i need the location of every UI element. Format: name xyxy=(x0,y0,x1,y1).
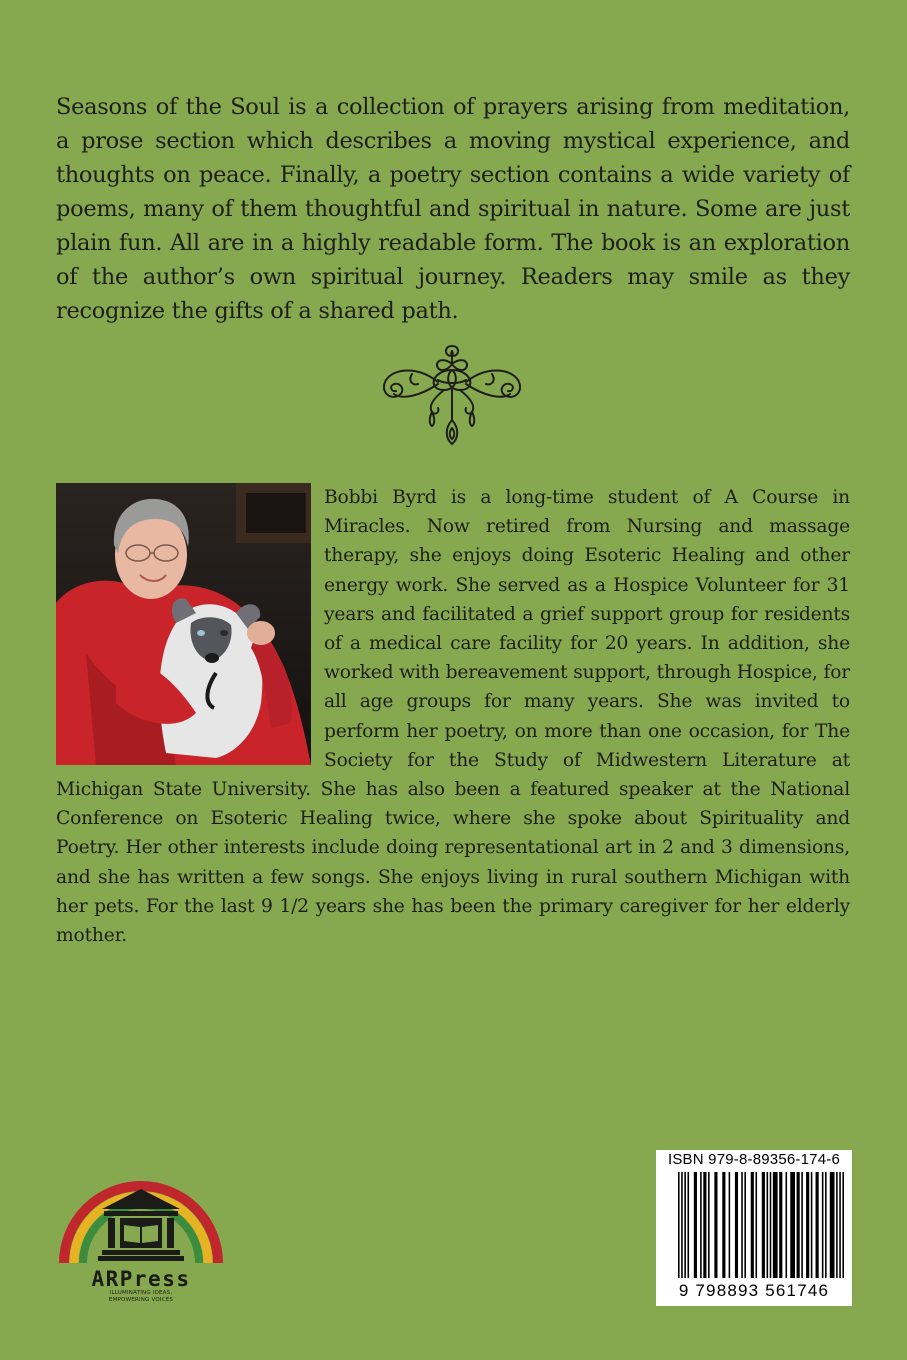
barcode-bar xyxy=(741,1172,743,1278)
barcode-bar xyxy=(703,1172,706,1278)
barcode-bar xyxy=(762,1172,765,1278)
barcode-bar xyxy=(767,1172,769,1278)
isbn-label: ISBN 979-8-89356-174-6 xyxy=(667,1151,840,1168)
barcode-bar xyxy=(681,1172,683,1278)
barcode-bar xyxy=(722,1172,725,1278)
publisher-logo xyxy=(56,1155,226,1310)
barcode-bar xyxy=(801,1172,803,1278)
barcode-bar xyxy=(779,1172,782,1278)
barcode-bar xyxy=(714,1172,717,1278)
barcode-bar xyxy=(735,1172,738,1278)
barcode-bar xyxy=(751,1172,754,1278)
barcode-bar xyxy=(836,1172,838,1278)
barcode-bar xyxy=(744,1172,746,1278)
barcode-bar xyxy=(790,1172,795,1278)
barcode-bar xyxy=(684,1172,686,1278)
tagline-line-1: ILLUMINATING IDEAS, xyxy=(109,1290,173,1296)
library-building-icon xyxy=(56,1155,226,1270)
isbn-digits: 9 798893 561746 xyxy=(678,1281,830,1300)
isbn-barcode xyxy=(656,1150,852,1306)
barcode-bar xyxy=(687,1172,689,1278)
barcode-bar xyxy=(755,1172,757,1278)
barcode-bar xyxy=(806,1172,809,1278)
barcode-bar xyxy=(773,1172,778,1278)
author-bio xyxy=(56,483,850,950)
flourish-ornament-icon xyxy=(372,340,532,452)
barcode-bar xyxy=(700,1172,702,1278)
barcode-bar xyxy=(816,1172,819,1278)
book-description: Seasons of the Soul is a collection of prayers arising from meditation, a prose section which describes a moving mystical experience, and thoughts on peace. Finally, a poetry section contains a wide variety of poems, many of them thoughtful and spiritual in nature. Some are just plain fun. All are in a highly readable form. The book is an exploration of the author’s own spiritual journey. Readers may smile as they recognize the gifts of a shared path. xyxy=(56,94,850,324)
photo-spacer xyxy=(56,487,324,769)
barcode-bar xyxy=(678,1172,680,1278)
barcode-bar xyxy=(797,1172,800,1278)
barcode-bar xyxy=(811,1172,813,1278)
author-bio-text: Bobbi Byrd is a long-time student of A Course in Miracles. Now retired from Nursing and massage therapy, she enjoys doing Esoteric Healing and other energy work. She served as a Hospice Volunteer for 31 years and facilitated a grief support group for residents of a medical care facility for 20 years. In addition, she worked with bereavement support, through Hospice, for all age groups for many years. She was invited to perform her poetry, on more than one occasion, for The Society for the Study of Midwestern Literature at Michigan State University. She has also been a featured speaker at the National Conference on Esoteric Healing twice, where she spoke about Spirituality and Poetry. Her other interests include doing representational art in 2 and 3 dimensions, and she has written a few songs. She enjoys living in rural southern Michigan with her pets. For the last 9 1/2 years she has been the primary caregiver for her elderly mother. xyxy=(56,487,850,947)
barcode-bar xyxy=(839,1172,841,1278)
barcode-bar xyxy=(825,1172,827,1278)
barcode-bar xyxy=(842,1172,844,1278)
barcode-bar xyxy=(830,1172,835,1278)
barcode-bar xyxy=(822,1172,824,1278)
barcode-bar xyxy=(786,1172,788,1278)
barcode-bar xyxy=(708,1172,710,1278)
publisher-name: ARPress xyxy=(91,1267,191,1291)
publisher-tagline xyxy=(66,1290,216,1304)
barcode-bar xyxy=(770,1172,772,1278)
barcode-bar xyxy=(694,1172,697,1278)
tagline-line-2: EMPOWERING VOICES xyxy=(108,1297,174,1303)
barcode-bar xyxy=(729,1172,731,1278)
